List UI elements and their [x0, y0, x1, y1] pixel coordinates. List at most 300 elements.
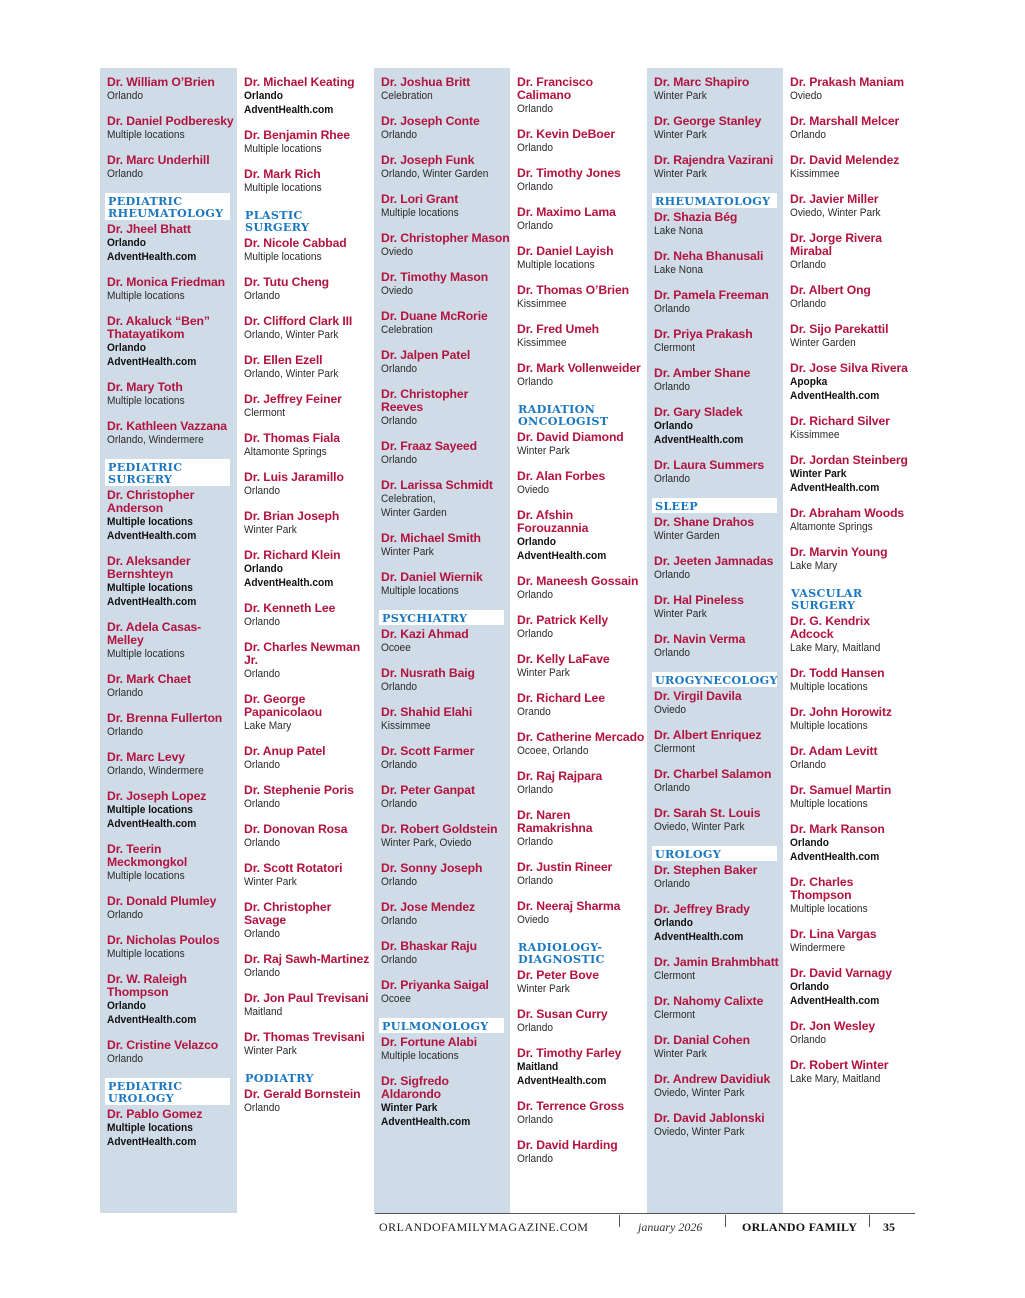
- doctor-entry: [654, 956, 783, 983]
- doctor-name: Dr. George Papanicolaou: [244, 692, 323, 719]
- doctor-name: Dr. Michael Smith: [381, 531, 481, 545]
- doctor-location: Oviedo: [790, 90, 823, 102]
- doctor-location: Orlando: [107, 1053, 144, 1065]
- doctor-name: Dr. David Varnagy: [790, 966, 892, 980]
- doctor-name: Dr. Scott Rotatori: [244, 861, 343, 875]
- doctor-entry: [654, 633, 783, 660]
- page-number: 35: [883, 1220, 895, 1234]
- doctor-location: Orlando: [381, 759, 418, 771]
- doctor-location: Orlando: [107, 237, 146, 249]
- doctor-name: Dr. Jalpen Patel: [381, 348, 471, 362]
- doctor-entry: [517, 509, 647, 563]
- doctor-location: Orlando: [517, 103, 554, 115]
- doctor-entry: [107, 420, 237, 447]
- doctor-name: Dr. Adam Levitt: [790, 744, 878, 758]
- doctor-entry: [790, 154, 915, 181]
- doctor-location: Orlando: [381, 363, 418, 375]
- doctor-entry: [517, 692, 647, 719]
- website-link[interactable]: AdventHealth.com: [107, 356, 197, 368]
- doctor-location: Ocoee: [381, 993, 411, 1005]
- doctor-location: Orando: [517, 706, 551, 718]
- doctor-name: Dr. William O’Brien: [107, 75, 215, 89]
- doctor-name: Dr. Sarah St. Louis: [654, 806, 761, 820]
- doctor-entry: [244, 1088, 374, 1115]
- doctor-location: Orlando: [244, 798, 281, 810]
- doctor-name: Dr. Joseph Funk: [381, 153, 475, 167]
- doctor-name: Dr. Larissa Schmidt: [381, 478, 493, 492]
- doctor-entry: [790, 362, 915, 403]
- doctor-entry: [517, 1047, 647, 1088]
- doctor-location: Multiple locations: [381, 1050, 459, 1062]
- doctor-location: Multiple locations: [381, 207, 459, 219]
- doctor-location: Oviedo: [517, 484, 550, 496]
- doctor-location: Orlando: [381, 415, 418, 427]
- doctor-entry: [381, 979, 510, 1006]
- doctor-name: Dr. Raj Rajpara: [517, 769, 603, 783]
- doctor-location: Winter Park: [654, 90, 707, 102]
- doctor-name: Dr. Andrew Davidiuk: [654, 1072, 771, 1086]
- doctor-location: Orlando: [790, 1034, 827, 1046]
- doctor-name: Dr. Marc Underhill: [107, 153, 210, 167]
- doctor-name: Dr. Abraham Woods: [790, 506, 905, 520]
- doctor-name: Dr. Akaluck “Ben” Thatayatikom: [107, 314, 210, 341]
- doctor-location: Orlando: [107, 342, 146, 354]
- website-link[interactable]: AdventHealth.com: [654, 931, 744, 943]
- specialty-heading: PODIATRY: [242, 1070, 367, 1085]
- doctor-name: Dr. Maximo Lama: [517, 205, 616, 219]
- doctor-name: Dr. Hal Pineless: [654, 593, 744, 607]
- doctor-name: Dr. Anup Patel: [244, 744, 326, 758]
- doctor-name: Dr. Shazia Bég: [654, 210, 738, 224]
- doctor-entry: [381, 349, 510, 376]
- doctor-location: Multiple locations: [790, 798, 868, 810]
- doctor-entry: [517, 431, 647, 458]
- doctor-entry: [381, 193, 510, 220]
- doctor-name: Dr. Timothy Farley: [517, 1046, 622, 1060]
- doctor-location: Lake Mary, Maitland: [790, 1073, 881, 1085]
- doctor-name: Dr. Terrence Gross: [517, 1099, 625, 1113]
- doctor-location: Orlando: [381, 454, 418, 466]
- doctor-entry: [654, 516, 783, 543]
- doctor-name: Dr. Lori Grant: [381, 192, 459, 206]
- doctor-location: Kissimmee: [790, 429, 840, 441]
- footer-magazine: ORLANDO FAMILY: [742, 1220, 858, 1234]
- website-link[interactable]: AdventHealth.com: [790, 851, 880, 863]
- doctor-location: Orlando: [517, 220, 554, 232]
- directory-column: [237, 68, 374, 1213]
- doctor-location: Celebration,: [381, 493, 436, 505]
- doctor-location: Orlando: [517, 376, 554, 388]
- doctor-name: Dr. Albert Ong: [790, 283, 871, 297]
- website-link[interactable]: AdventHealth.com: [517, 1075, 607, 1087]
- doctor-location: Multiple locations: [107, 129, 185, 141]
- directory-column: [374, 68, 510, 1213]
- doctor-entry: [517, 900, 647, 927]
- doctor-entry: [790, 546, 915, 573]
- doctor-location: Orlando: [244, 668, 281, 680]
- doctor-location: Orlando: [517, 1022, 554, 1034]
- doctor-name: Dr. Christopher Savage: [244, 900, 332, 927]
- doctor-entry: [654, 328, 783, 355]
- doctor-name: Dr. Fred Umeh: [517, 322, 600, 336]
- doctor-name: Dr. Priya Prakash: [654, 327, 753, 341]
- doctor-name: Dr. David Harding: [517, 1138, 618, 1152]
- doctor-entry: [244, 432, 374, 459]
- doctor-name: Dr. Adela Casas-Melley: [107, 620, 202, 647]
- doctor-location: Oviedo, Winter Park: [654, 1126, 745, 1138]
- doctor-name: Dr. Bhaskar Raju: [381, 939, 477, 953]
- doctor-location: Oviedo: [517, 914, 550, 926]
- doctor-location: Winter Garden: [790, 337, 856, 349]
- doctor-name: Dr. Jorge Rivera Mirabal: [790, 231, 882, 258]
- doctor-entry: [790, 967, 915, 1008]
- doctor-location: Winter Park: [381, 1102, 438, 1114]
- doctor-entry: [790, 415, 915, 442]
- doctor-location: Orlando: [517, 142, 554, 154]
- doctor-entry: [381, 745, 510, 772]
- doctor-location: Orlando: [654, 782, 691, 794]
- doctor-name: Dr. Laura Summers: [654, 458, 765, 472]
- doctor-entry: [517, 861, 647, 888]
- doctor-name: Dr. Nusrath Baig: [381, 666, 475, 680]
- doctor-name: Dr. Donald Plumley: [107, 894, 217, 908]
- doctor-entry: [244, 315, 374, 342]
- doctor-location: Orlando: [790, 837, 829, 849]
- doctor-location: Lake Mary: [244, 720, 292, 732]
- doctor-location: Orlando: [107, 909, 144, 921]
- doctor-entry: [654, 690, 783, 717]
- doctor-location: Orlando: [107, 1000, 146, 1012]
- doctor-name: Dr. Brian Joseph: [244, 509, 340, 523]
- doctor-entry: [790, 232, 915, 272]
- specialty-heading: RADIOLOGY-DIAGNOSTIC: [515, 939, 640, 966]
- doctor-name: Dr. Priyanka Saigal: [381, 978, 489, 992]
- doctor-entry: [244, 823, 374, 850]
- doctor-name: Dr. Jon Wesley: [790, 1019, 876, 1033]
- doctor-location: Lake Mary, Maitland: [790, 642, 881, 654]
- doctor-entry: [107, 154, 237, 181]
- doctor-location: Multiple locations: [381, 585, 459, 597]
- doctor-entry: [517, 653, 647, 680]
- doctor-entry: [654, 459, 783, 486]
- doctor-name: Dr. Kathleen Vazzana: [107, 419, 227, 433]
- doctor-entry: [381, 667, 510, 694]
- doctor-name: Dr. Jeeten Jamnadas: [654, 554, 774, 568]
- doctor-entry: [654, 406, 783, 447]
- website-link[interactable]: AdventHealth.com: [517, 550, 607, 562]
- doctor-name: Dr. Nahomy Calixte: [654, 994, 764, 1008]
- doctor-name: Dr. Kenneth Lee: [244, 601, 336, 615]
- website-link[interactable]: AdventHealth.com: [107, 1014, 197, 1026]
- doctor-entry: [517, 76, 647, 116]
- website-link[interactable]: AdventHealth.com: [107, 596, 197, 608]
- doctor-location: Orlando: [244, 1102, 281, 1114]
- website-link[interactable]: AdventHealth.com: [244, 577, 334, 589]
- doctor-name: Dr. Naren Ramakrishna: [517, 808, 593, 835]
- doctor-name: Dr. Danial Cohen: [654, 1033, 750, 1047]
- doctor-location: Orlando: [381, 129, 418, 141]
- doctor-name: Dr. Sonny Joseph: [381, 861, 483, 875]
- doctor-entry: [517, 1139, 647, 1166]
- doctor-entry: [381, 1075, 510, 1129]
- doctor-location: Winter Park, Oviedo: [381, 837, 472, 849]
- doctor-entry: [381, 1036, 510, 1063]
- doctor-entry: [381, 154, 510, 181]
- doctor-location: Multiple locations: [790, 681, 868, 693]
- website-link[interactable]: AdventHealth.com: [107, 251, 197, 263]
- doctor-name: Dr. Alan Forbes: [517, 469, 606, 483]
- doctor-name: Dr. Charles Thompson: [790, 875, 854, 902]
- doctor-name: Dr. Amber Shane: [654, 366, 751, 380]
- doctor-name: Dr. Gary Sladek: [654, 405, 743, 419]
- doctor-entry: [517, 167, 647, 194]
- doctor-location: Winter Park: [517, 667, 570, 679]
- doctor-entry: [654, 289, 783, 316]
- doctor-name: Dr. Thomas Trevisani: [244, 1030, 365, 1044]
- specialty-heading: PEDIATRIC UROLOGY: [105, 1078, 230, 1105]
- doctor-name: Dr. Jose Mendez: [381, 900, 475, 914]
- website-link[interactable]: AdventHealth.com: [107, 818, 197, 830]
- doctor-entry: [654, 555, 783, 582]
- doctor-name: Dr. Sijo Parekattil: [790, 322, 889, 336]
- doctor-location: Orlando: [381, 876, 418, 888]
- website-link[interactable]: AdventHealth.com: [654, 434, 744, 446]
- doctor-location: Orlando: [654, 917, 693, 929]
- doctor-name: Dr. Mark Rich: [244, 167, 321, 181]
- doctor-location: Winter Park: [381, 546, 434, 558]
- doctor-location: Ocoee: [381, 642, 411, 654]
- doctor-name: Dr. Aleksander Bernshteyn: [107, 554, 191, 581]
- doctor-name: Dr. Richard Lee: [517, 691, 605, 705]
- doctor-name: Dr. Samuel Martin: [790, 783, 892, 797]
- doctor-location: Lake Nona: [654, 264, 703, 276]
- doctor-name: Dr. Christopher Reeves: [381, 387, 469, 414]
- doctor-location: Multiple locations: [107, 648, 185, 660]
- doctor-location: Kissimmee: [517, 337, 567, 349]
- doctor-entry: [790, 454, 915, 495]
- doctor-location: Orlando: [517, 784, 554, 796]
- website-link[interactable]: AdventHealth.com: [790, 390, 880, 402]
- doctor-location: Clermont: [654, 1009, 696, 1021]
- doctor-name: Dr. John Horowitz: [790, 705, 892, 719]
- doctor-entry: [381, 628, 510, 655]
- website-link[interactable]: AdventHealth.com: [790, 995, 880, 1007]
- doctor-location: Celebration: [381, 324, 433, 336]
- doctor-location: Winter Park: [244, 876, 297, 888]
- doctor-name: Dr. W. Raleigh Thompson: [107, 972, 187, 999]
- doctor-location: Ocoee, Orlando: [517, 745, 589, 757]
- doctor-name: Dr. Nicole Cabbad: [244, 236, 347, 250]
- doctor-name: Dr. George Stanley: [654, 114, 762, 128]
- doctor-entry: [244, 510, 374, 537]
- doctor-entry: [654, 864, 783, 891]
- doctor-name: Dr. Christopher Anderson: [107, 488, 195, 515]
- doctor-location: Multiple locations: [107, 516, 193, 528]
- doctor-name: Dr. Clifford Clark III: [244, 314, 353, 328]
- doctor-name: Dr. Thomas Fiala: [244, 431, 340, 445]
- doctor-entry: [107, 1039, 237, 1066]
- doctor-entry: [517, 206, 647, 233]
- doctor-entry: [381, 940, 510, 967]
- doctor-name: Dr. Marvin Young: [790, 545, 888, 559]
- doctor-entry: [244, 393, 374, 420]
- doctor-entry: [107, 973, 237, 1027]
- doctor-location: Windermere: [790, 942, 846, 954]
- doctor-name: Dr. Gerald Bornstein: [244, 1087, 361, 1101]
- doctor-name: Dr. Mark Vollenweider: [517, 361, 641, 375]
- doctor-location: Multiple locations: [244, 182, 322, 194]
- doctor-entry: [107, 751, 237, 778]
- doctor-entry: [654, 995, 783, 1022]
- doctor-entry: [244, 276, 374, 303]
- doctor-name: Dr. Cristine Velazco: [107, 1038, 219, 1052]
- footer-date: january 2026: [638, 1220, 703, 1234]
- doctor-entry: [107, 489, 237, 543]
- doctor-name: Dr. Todd Hansen: [790, 666, 885, 680]
- doctor-entry: [381, 232, 510, 259]
- doctor-name: Dr. Albert Enriquez: [654, 728, 762, 742]
- doctor-location: Orlando, Windermere: [107, 434, 204, 446]
- doctor-entry: [107, 895, 237, 922]
- doctor-location: Multiple locations: [790, 903, 868, 915]
- doctor-location: Maitland: [244, 1006, 283, 1018]
- specialty-heading: PEDIATRIC SURGERY: [105, 459, 230, 486]
- doctor-entry: [244, 693, 374, 733]
- doctor-entry: [107, 223, 237, 264]
- doctor-location: Multiple locations: [107, 290, 185, 302]
- doctor-location: Orlando: [244, 837, 281, 849]
- doctor-name: Dr. Donovan Rosa: [244, 822, 348, 836]
- doctor-entry: [107, 1108, 237, 1149]
- doctor-entry: [517, 809, 647, 849]
- specialty-heading: PEDIATRIC RHEUMATOLOGY: [105, 193, 230, 220]
- doctor-location: Multiple locations: [107, 395, 185, 407]
- doctor-name: Dr. David Melendez: [790, 153, 900, 167]
- doctor-name: Dr. Raj Sawh-Martinez: [244, 952, 370, 966]
- doctor-entry: [107, 555, 237, 609]
- doctor-location: Orlando: [244, 967, 281, 979]
- doctor-entry: [517, 1100, 647, 1127]
- doctor-entry: [244, 641, 374, 681]
- doctor-location: Orlando: [790, 759, 827, 771]
- website-link[interactable]: AdventHealth.com: [107, 530, 197, 542]
- doctor-location: Oviedo: [654, 704, 687, 716]
- specialty-heading: UROGYNECOLOGY: [652, 672, 777, 687]
- doctor-location: Orlando: [654, 647, 691, 659]
- doctor-location: Multiple locations: [107, 804, 193, 816]
- website-link[interactable]: AdventHealth.com: [381, 1116, 471, 1128]
- doctor-location: Oviedo: [381, 285, 414, 297]
- doctor-entry: [790, 667, 915, 694]
- doctor-entry: [381, 571, 510, 598]
- doctor-entry: [654, 250, 783, 277]
- doctor-name: Dr. Timothy Mason: [381, 270, 489, 284]
- doctor-location: Kissimmee: [381, 720, 431, 732]
- doctor-name: Dr. Daniel Layish: [517, 244, 614, 258]
- doctor-location: Orlando, Winter Park: [244, 329, 339, 341]
- doctor-name: Dr. Daniel Wiernik: [381, 570, 483, 584]
- doctor-location: Oviedo: [381, 246, 414, 258]
- doctor-location: Multiple locations: [107, 1122, 193, 1134]
- doctor-location: Orlando: [244, 616, 281, 628]
- doctor-entry: [244, 237, 374, 264]
- doctor-location: Winter Park: [517, 445, 570, 457]
- doctor-entry: [381, 784, 510, 811]
- doctor-location: Oviedo, Winter Park: [790, 207, 881, 219]
- doctor-name: Dr. Ellen Ezell: [244, 353, 323, 367]
- doctor-name: Dr. Stephenie Poris: [244, 783, 354, 797]
- doctor-name: Dr. Thomas O’Brien: [517, 283, 629, 297]
- doctor-location: Orlando: [244, 759, 281, 771]
- doctor-name: Dr. Benjamin Rhee: [244, 128, 350, 142]
- doctor-entry: [790, 745, 915, 772]
- doctor-name: Dr. Shane Drahos: [654, 515, 754, 529]
- doctor-location: Kissimmee: [517, 298, 567, 310]
- doctor-entry: [244, 129, 374, 156]
- doctor-location: Multiple locations: [107, 582, 193, 594]
- doctor-entry: [790, 823, 915, 864]
- doctor-name: Dr. Brenna Fullerton: [107, 711, 223, 725]
- doctor-location: Orlando: [517, 589, 554, 601]
- doctor-entry: [244, 549, 374, 590]
- doctor-entry: [244, 1031, 374, 1058]
- specialty-heading: RHEUMATOLOGY: [652, 193, 777, 208]
- doctor-location: Orlando: [654, 569, 691, 581]
- doctor-name: Dr. Mark Ranson: [790, 822, 885, 836]
- doctor-location: Orlando: [244, 928, 281, 940]
- website-link[interactable]: AdventHealth.com: [244, 104, 334, 116]
- doctor-location: Orlando: [517, 1114, 554, 1126]
- doctor-name: Dr. Monica Friedman: [107, 275, 225, 289]
- doctor-name: Dr. Catherine Mercado: [517, 730, 645, 744]
- specialty-heading: UROLOGY: [652, 846, 777, 861]
- doctor-name: Dr. Jheel Bhatt: [107, 222, 191, 236]
- doctor-entry: [107, 381, 237, 408]
- website-link[interactable]: AdventHealth.com: [790, 482, 880, 494]
- page-footer: [375, 1213, 915, 1244]
- website-link[interactable]: AdventHealth.com: [107, 1136, 197, 1148]
- doctor-location: Orlando, Winter Garden: [381, 168, 489, 180]
- doctor-location: Clermont: [654, 342, 696, 354]
- doctor-location: Winter Park: [244, 1045, 297, 1057]
- doctor-name: Dr. Duane McRorie: [381, 309, 488, 323]
- doctor-location: Orlando: [790, 981, 829, 993]
- doctor-name: Dr. Joseph Conte: [381, 114, 480, 128]
- doctor-name: Dr. David Diamond: [517, 430, 624, 444]
- doctor-name: Dr. Robert Goldstein: [381, 822, 498, 836]
- doctor-location: Oviedo, Winter Park: [654, 1087, 745, 1099]
- doctor-entry: [790, 323, 915, 350]
- doctor-entry: [107, 621, 237, 661]
- doctor-name: Dr. Kazi Ahmad: [381, 627, 469, 641]
- doctor-location: Orlando, Windermere: [107, 765, 204, 777]
- doctor-entry: [381, 271, 510, 298]
- doctor-location: Orlando: [654, 303, 691, 315]
- directory-column: [510, 68, 647, 1213]
- doctor-entry: [244, 862, 374, 889]
- doctor-location: Orlando: [107, 687, 144, 699]
- doctor-entry: [381, 862, 510, 889]
- doctor-location: Multiple locations: [517, 259, 595, 271]
- doctor-name: Dr. Jordan Steinberg: [790, 453, 908, 467]
- doctor-location: Orlando: [107, 90, 144, 102]
- doctor-name: Dr. Kevin DeBoer: [517, 127, 615, 141]
- doctor-entry: [107, 115, 237, 142]
- doctor-entry: [517, 323, 647, 350]
- directory-columns: [100, 68, 915, 1213]
- doctor-entry: [654, 594, 783, 621]
- doctor-name: Dr. Prakash Maniam: [790, 75, 905, 89]
